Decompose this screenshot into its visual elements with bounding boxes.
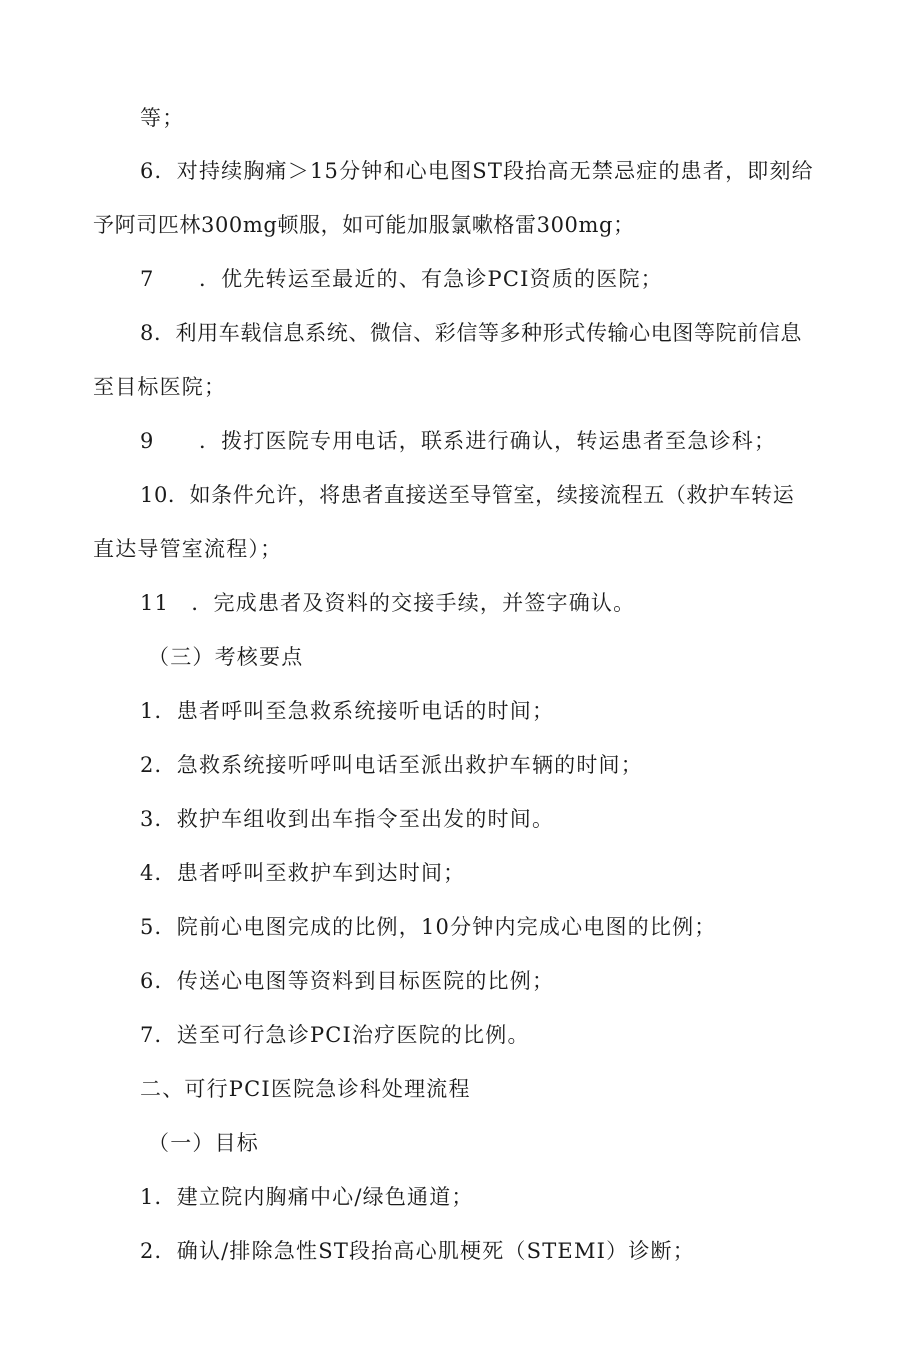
text-line: 7．送至可行急诊PCI治疗医院的比例。 xyxy=(140,1023,530,1047)
section-heading: 二、可行PCI医院急诊科处理流程 xyxy=(140,1077,471,1101)
section-heading: （三）考核要点 xyxy=(148,645,304,669)
text-line: 8．利用车载信息系统、微信、彩信等多种形式传输心电图等院前信息 xyxy=(140,321,802,345)
text-line: 等； xyxy=(140,106,185,130)
text-line: 9 ．拨打医院专用电话，联系进行确认，转运患者至急诊科； xyxy=(140,429,777,453)
text-line: 4．患者呼叫至救护车到达时间； xyxy=(140,861,466,885)
text-line: 至目标医院； xyxy=(93,375,227,399)
text-line: 7 ．优先转运至最近的、有急诊PCI资质的医院； xyxy=(140,267,663,291)
text-line: 3．救护车组收到出车指令至出发的时间。 xyxy=(140,807,555,831)
text-line: 6．对持续胸痛＞15分钟和心电图ST段抬高无禁忌症的患者，即刻给 xyxy=(140,159,814,183)
text-line: 2．急救系统接听呼叫电话至派出救护车辆的时间； xyxy=(140,753,643,777)
text-line: 1．建立院内胸痛中心/绿色通道； xyxy=(140,1185,474,1209)
text-line: 5．院前心电图完成的比例，10分钟内完成心电图的比例； xyxy=(140,915,717,939)
text-line: 直达导管室流程）； xyxy=(93,537,283,561)
text-line: 1．患者呼叫至急救系统接听电话的时间； xyxy=(140,699,555,723)
section-heading: （一）目标 xyxy=(148,1131,259,1155)
text-line: 予阿司匹林300mg顿服，如可能加服氯嗽格雷300mg； xyxy=(93,213,635,237)
text-line: 11 ．完成患者及资料的交接手续，并签字确认。 xyxy=(140,591,636,615)
text-line: 2．确认/排除急性ST段抬高心肌梗死（STEMI）诊断； xyxy=(140,1239,695,1263)
text-line: 10．如条件允许，将患者直接送至导管室，续接流程五（救护车转运 xyxy=(140,483,795,507)
text-line: 6．传送心电图等资料到目标医院的比例； xyxy=(140,969,555,993)
